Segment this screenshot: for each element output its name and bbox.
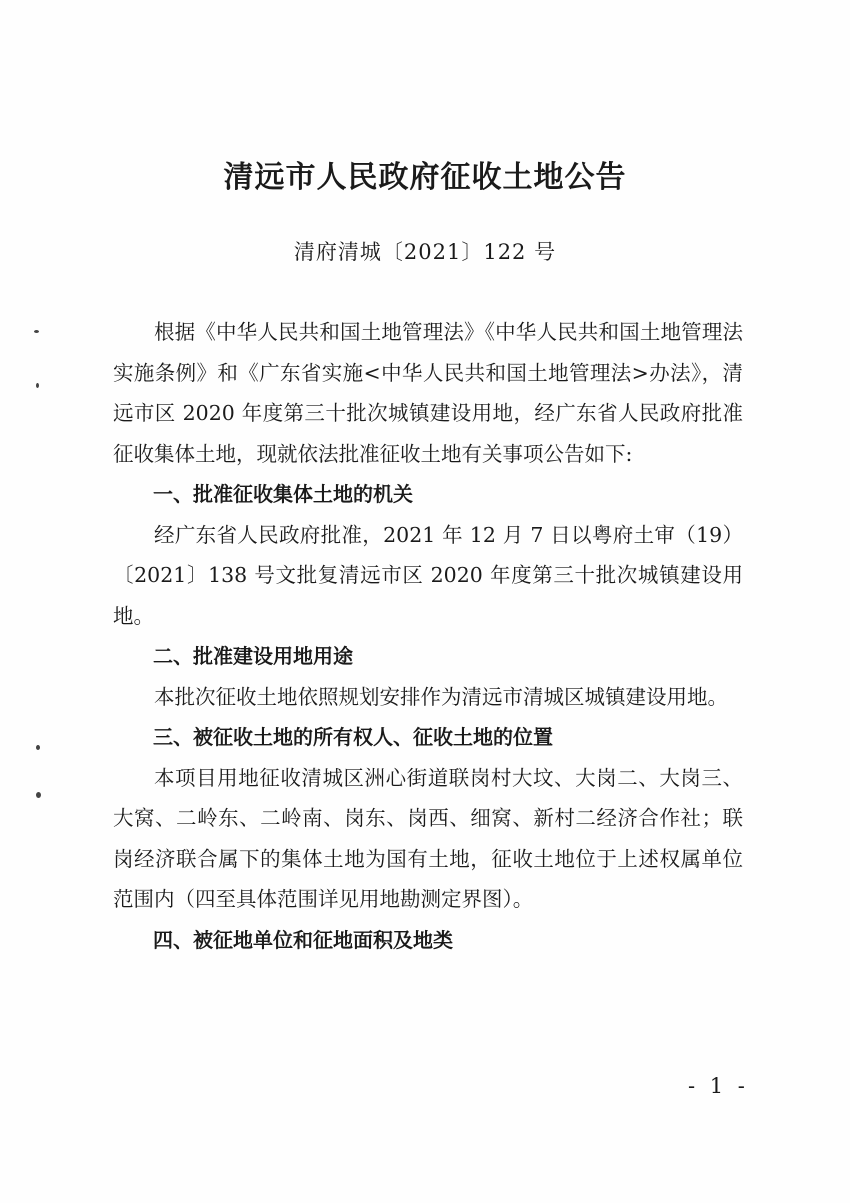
scan-speck — [36, 383, 39, 388]
page-number: - 1 - — [688, 1074, 749, 1098]
section-heading-4: 四、被征地单位和征地面积及地类 — [153, 927, 453, 952]
scan-speck — [36, 792, 41, 798]
section-heading-2: 二、批准建设用地用途 — [153, 644, 353, 668]
section-heading-1: 一、批准征收集体土地的机关 — [153, 482, 413, 506]
document-title: 清远市人民政府征收土地公告 — [223, 160, 627, 195]
section-heading-3: 三、被征收土地的所有权人、征收土地的位置 — [153, 725, 553, 749]
section-paragraph-2: 本批次征收土地依照规划安排作为清远市清城区城镇建设用地。 — [154, 684, 728, 709]
document-body — [113, 312, 743, 960]
section-paragraph-3: 本项目用地征收清城区洲心街道联岗村大坟、大岗二、大岗三、大窝、二岭东、二岭南、岗东、岗西、细窝、新村二经济合作社；联岗经济联合属下的集体土地为国有土地，征收土地位于上述权属单位范围内（四至具体范围详见用地勘测定界图）。 — [113, 765, 743, 911]
document-number: 清府清城〔2021〕122 号 — [293, 240, 557, 264]
intro-paragraph: 根据《中华人民共和国土地管理法》《中华人民共和国土地管理法实施条例》和《广东省实施<中华人民共和国土地管理法>办法》，清远市区 2020 年度第三十批次城镇建设用地，经广东省人民政府批准征收集体土地，现就依法批准征收土地有关事项公告如下: — [113, 320, 743, 466]
section-paragraph-1: 经广东省人民政府批准，2021 年 12 月 7 日以粤府土审（19）〔2021〕138 号文批复清远市区 2020 年度第三十批次城镇建设用地。 — [113, 522, 743, 628]
scan-speck — [36, 745, 40, 750]
scan-speck — [34, 330, 39, 333]
